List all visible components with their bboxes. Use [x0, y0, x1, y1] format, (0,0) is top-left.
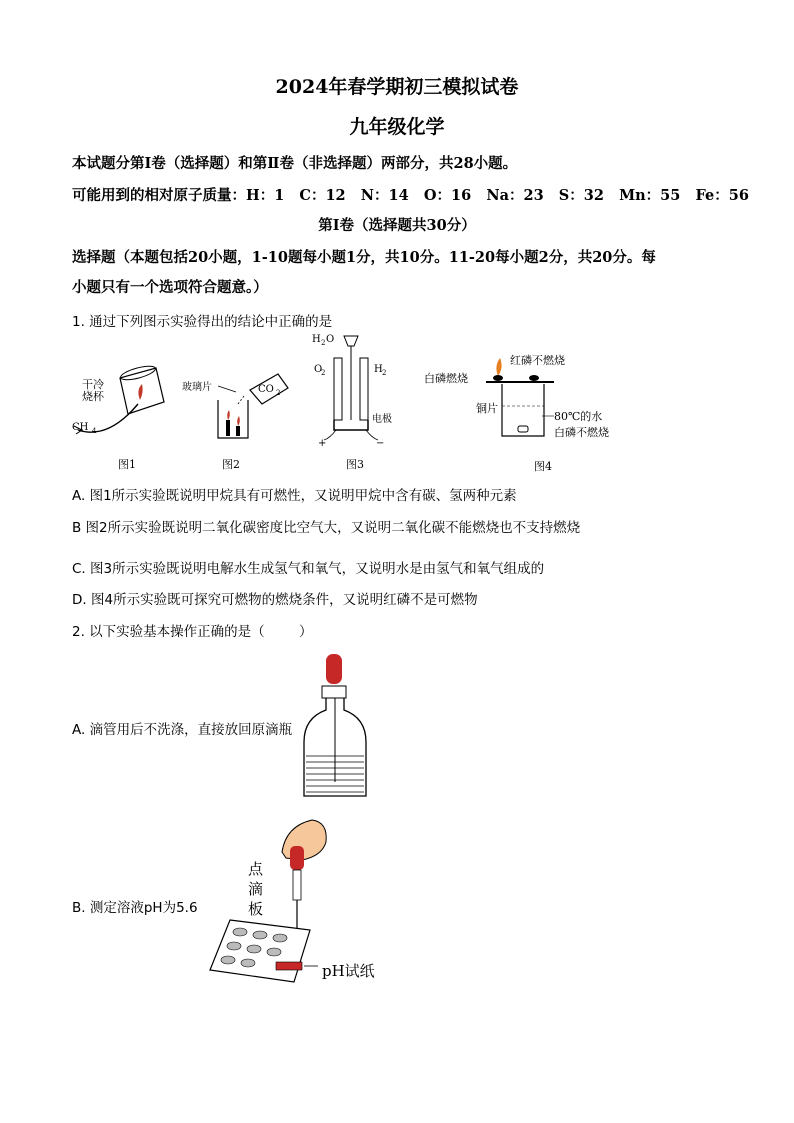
question-1-option-d[interactable]: D. 图4所示实验既可探究可燃物的燃烧条件，又说明红磷不是可燃物 [72, 592, 478, 608]
rubber-bulb [326, 654, 342, 684]
figure-3-electrolysis [310, 330, 410, 472]
figure-2-co2-candles [178, 362, 298, 472]
label-ch4: CH [72, 422, 89, 433]
page-subtitle: 九年级化学 [349, 116, 445, 138]
label-white-phosphorus-no-burn: 白磷不燃烧 [554, 426, 609, 439]
rubber-bulb [290, 846, 304, 870]
label-electrode: 电极 [372, 414, 392, 425]
instruction-line-1: 选择题（本题包括20小题，1-10题每小题1分，共10分。11-20每小题2分，共20分。每 [72, 249, 656, 266]
label-co2-sub: 2 [276, 389, 281, 397]
label-beaker: 烧杯 [82, 390, 104, 403]
intro-line-1: 本试题分第Ⅰ卷（选择题）和第Ⅱ卷（非选择题）两部分，共28小题。 [72, 155, 518, 172]
question-2-option-b[interactable]: B. 测定溶液pH为5.6 [72, 900, 198, 916]
label-plate-1: 点 [248, 860, 264, 878]
ph-paper [276, 962, 302, 970]
question-1-option-a[interactable]: A. 图1所示实验既说明甲烷具有可燃性，又说明甲烷中含有碳、氢两种元素 [72, 488, 517, 504]
page-title: 2024年春学期初三模拟试卷 [275, 76, 519, 98]
question-2-option-a[interactable]: A. 滴管用后不洗涤，直接放回原滴瓶 [72, 722, 293, 738]
label-water-80c: 80℃的水 [554, 410, 603, 423]
question-1-option-b[interactable]: B 图2所示实验既说明二氧化碳密度比空气大，又说明二氧化碳不能燃烧也不支持燃烧 [72, 520, 581, 536]
dropper-bottle-illustration [300, 652, 380, 800]
label-ch4-sub: 4 [92, 427, 97, 435]
beaker [502, 384, 544, 436]
label-h2o-sub: 2 [321, 339, 326, 347]
ph-test-illustration [206, 812, 396, 990]
label-co2: CO [258, 384, 274, 395]
label-minus: − [376, 438, 385, 449]
figure-2-caption: 图2 [222, 458, 240, 471]
label-red-phosphorus: 红磷不燃烧 [510, 354, 565, 367]
question-2-stem: 2. 以下实验基本操作正确的是（ ） [72, 624, 313, 640]
figure-1-caption: 图1 [118, 458, 136, 471]
figure-1-methane-beaker [68, 360, 178, 472]
label-h2: H [374, 364, 383, 375]
atomic-mass-line: 可能用到的相对原子质量：H：1 C：12 N：14 O：16 Na：23 S：32 Mn：55 Fe：56 [72, 187, 749, 204]
label-dry-cold: 干冷 [82, 378, 104, 391]
question-1-stem: 1. 通过下列图示实验得出的结论中正确的是 [72, 314, 333, 330]
label-plate-2: 滴 [248, 880, 264, 898]
instruction-line-2: 小题只有一个选项符合题意。） [72, 279, 268, 296]
tube-hydrogen [360, 358, 368, 420]
label-h2-sub: 2 [382, 369, 387, 377]
label-glass-plate: 玻璃片 [182, 382, 212, 393]
beaker [218, 400, 248, 438]
figure-4-caption: 图4 [534, 460, 552, 472]
figure-3-caption: 图3 [346, 458, 364, 471]
label-plate-3: 板 [248, 900, 264, 918]
tube-oxygen [334, 358, 342, 420]
question-1-option-c[interactable]: C. 图3所示实验既说明电解水生成氢气和氧气，又说明水是由氢气和氧气组成的 [72, 561, 545, 577]
label-o2-sub: 2 [321, 369, 326, 377]
label-white-phosphorus-burn: 白磷燃烧 [424, 372, 468, 385]
label-ph-paper: pH试纸 [322, 962, 375, 980]
flame-icon [138, 384, 142, 400]
label-copper: 铜片 [476, 402, 498, 415]
figure-4-phosphorus-combustion [418, 346, 638, 472]
label-o2: O [314, 364, 323, 375]
label-h2o: H [312, 334, 321, 345]
label-plus: + [318, 438, 327, 449]
funnel [344, 336, 358, 346]
part-one-heading: 第Ⅰ卷（选择题共30分） [318, 217, 476, 234]
hand-icon [282, 820, 326, 860]
label-h2o-o: O [326, 334, 335, 345]
